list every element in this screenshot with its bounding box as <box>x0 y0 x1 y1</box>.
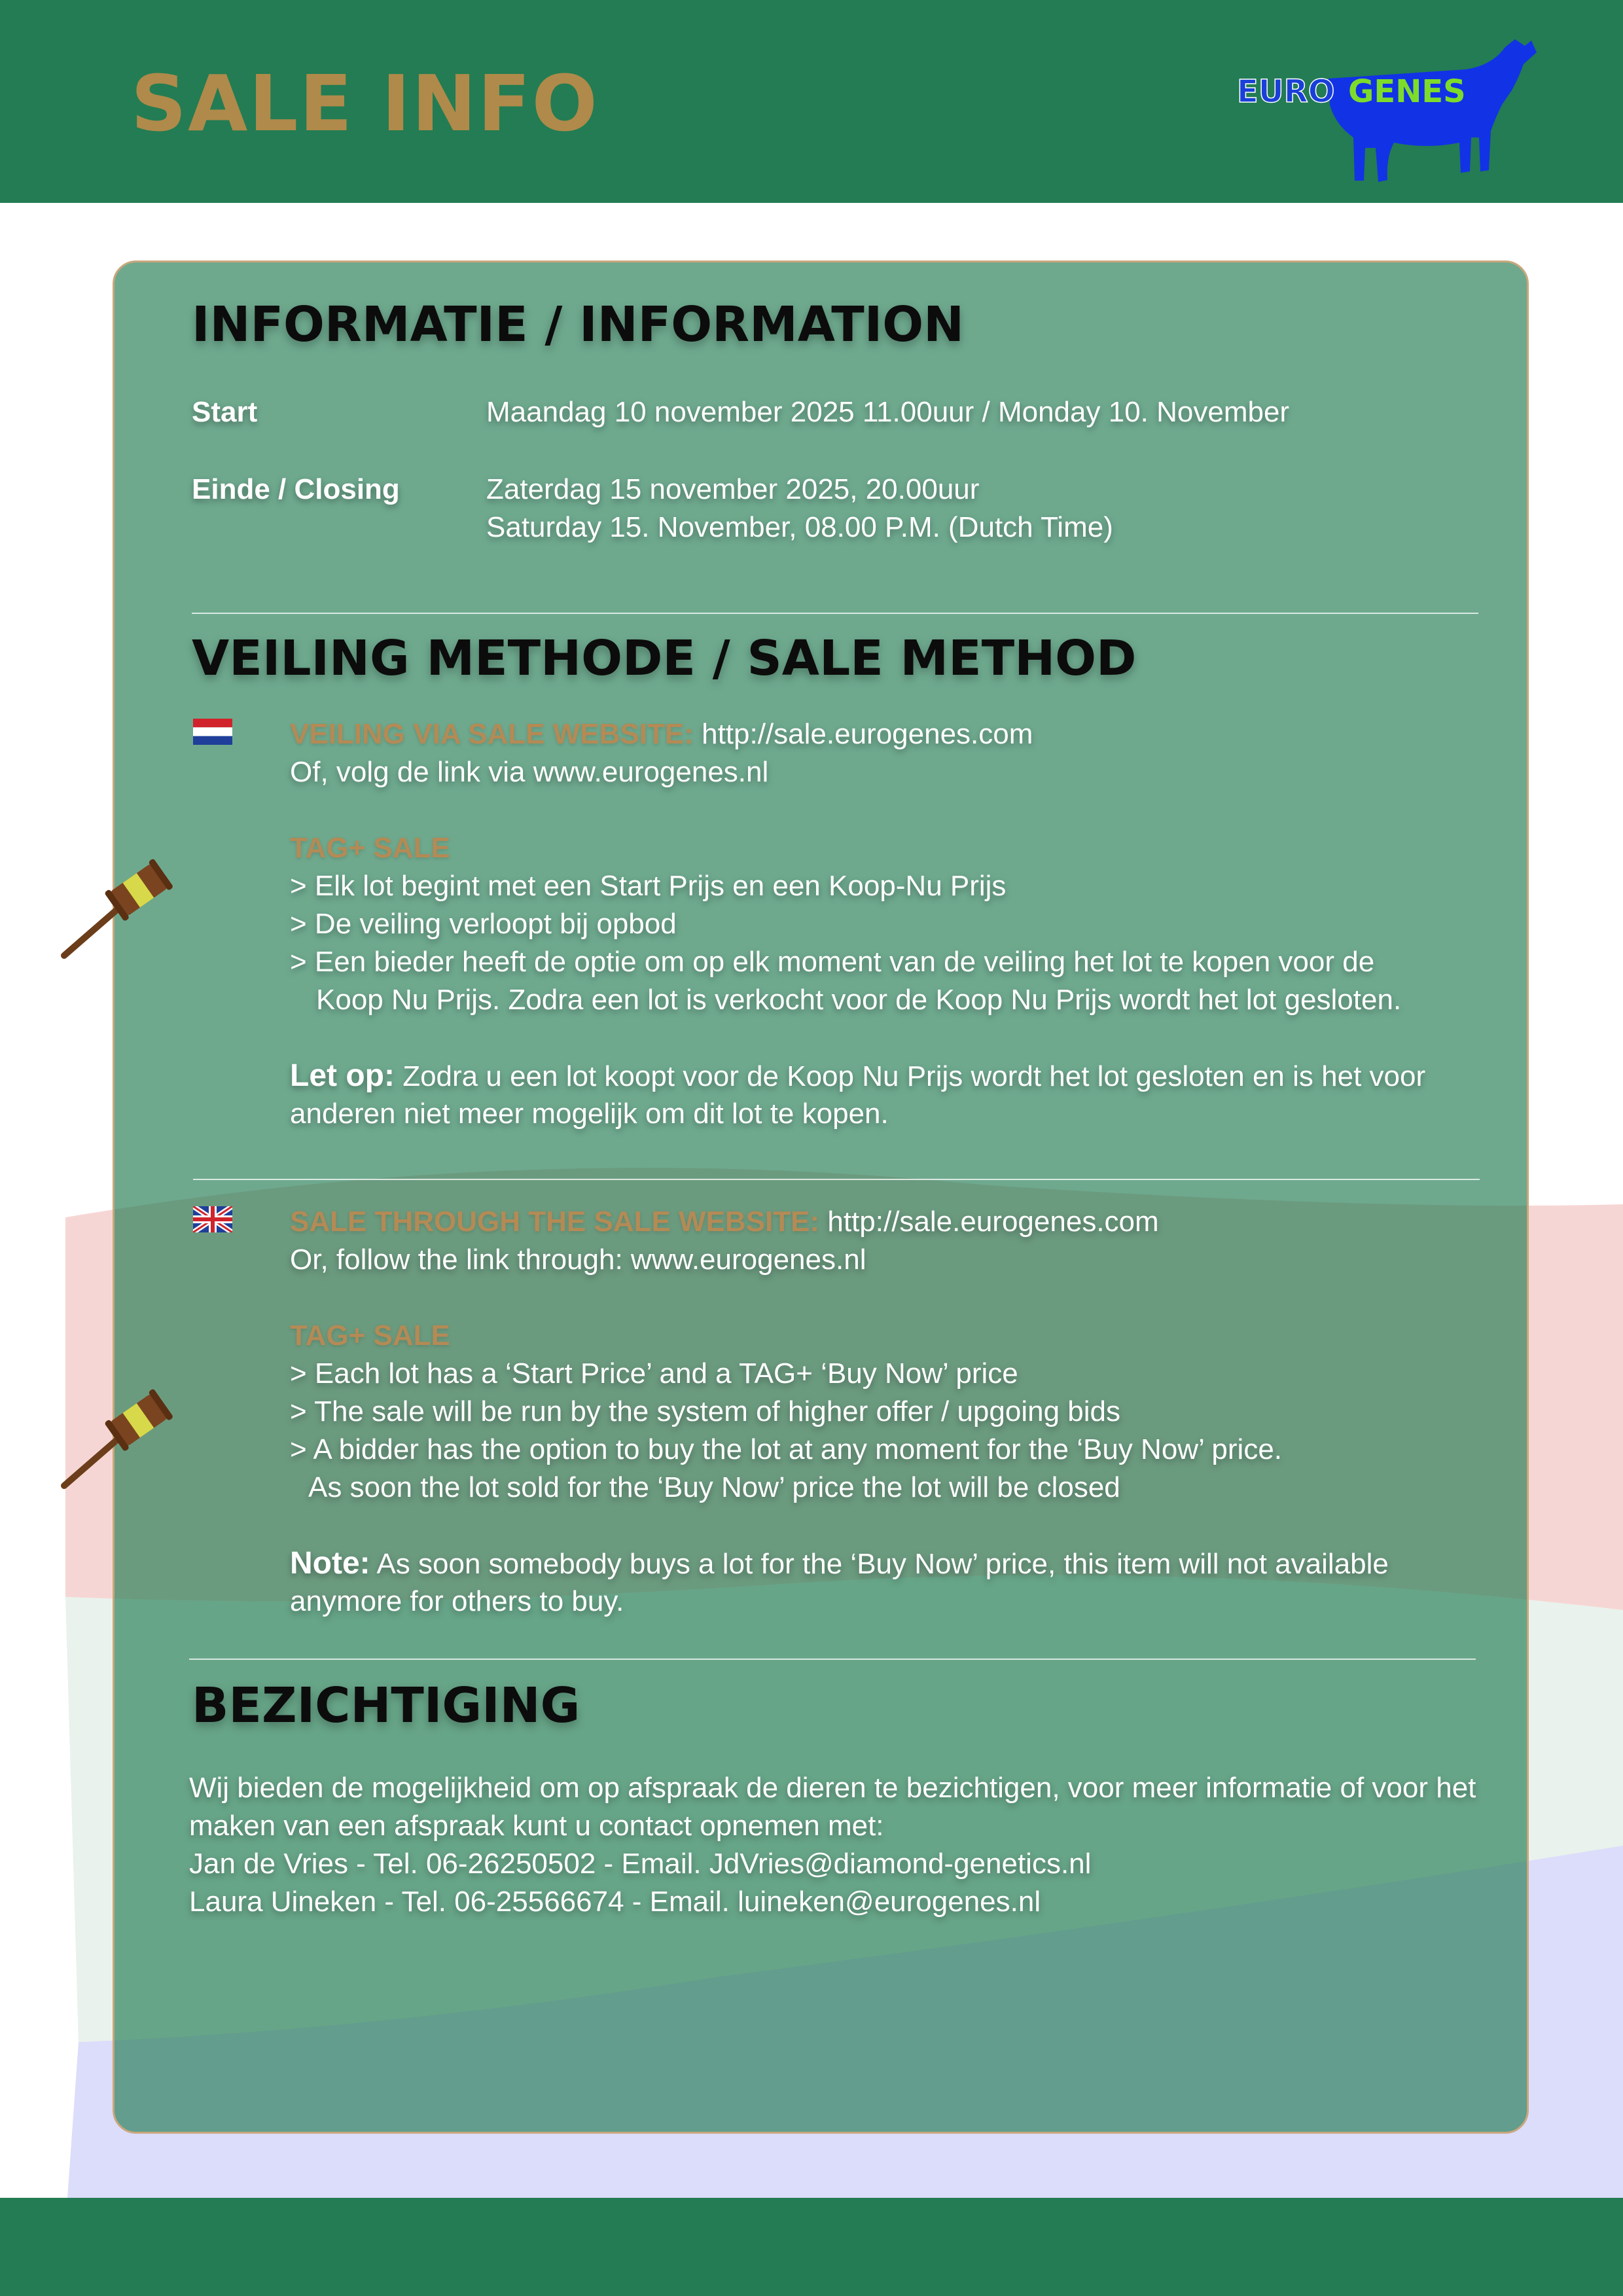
nl-website-line <box>290 715 1033 753</box>
cow-logo-icon <box>1329 39 1537 182</box>
svg-text:GENES: GENES <box>1348 73 1466 110</box>
nl-follow-link: Of, volg de link via www.eurogenes.nl <box>290 756 769 788</box>
sale-method-heading: VEILING METHODE / SALE METHOD <box>192 630 1137 687</box>
en-tag-heading: TAG+ SALE <box>290 1319 450 1352</box>
header-band <box>0 0 1623 203</box>
nl-note-label: Let op: <box>290 1058 395 1093</box>
en-follow-link: Or, follow the link through: www.eurogenes.nl <box>290 1244 866 1276</box>
closing-value-nl: Zaterdag 15 november 2025, 20.00uur <box>486 473 980 505</box>
en-website-url[interactable]: http://sale.eurogenes.com <box>827 1206 1159 1238</box>
viewing-line-2: maken van een afspraak kunt u contact opnemen met: <box>189 1810 884 1842</box>
nl-bullet-1: > Elk lot begint met een Start Prijs en een Koop-Nu Prijs <box>290 870 1007 902</box>
start-label: Start <box>192 396 258 428</box>
svg-text:EURO: EURO <box>1237 73 1335 110</box>
info-panel <box>113 260 1529 2134</box>
nl-note-line-2: anderen niet meer mogelijk om dit lot te kopen. <box>290 1098 889 1130</box>
en-bullet-3-cont: As soon the lot sold for the ‘Buy Now’ price the lot will be closed <box>308 1471 1120 1503</box>
viewing-heading: BEZICHTIGING <box>192 1677 580 1734</box>
nl-website-url[interactable]: http://sale.eurogenes.com <box>702 718 1033 750</box>
eurogenes-logo <box>1230 33 1538 190</box>
en-bullet-2: > The sale will be run by the system of higher offer / upgoing bids <box>290 1395 1120 1427</box>
nl-bullet-3-cont: Koop Nu Prijs. Zodra een lot is verkocht voor de Koop Nu Prijs wordt het lot gesloten. <box>316 984 1402 1016</box>
netherlands-flag-icon <box>193 719 232 745</box>
divider <box>192 613 1478 614</box>
nl-note-line-1 <box>290 1057 1425 1096</box>
divider <box>189 1659 1476 1660</box>
en-website-line <box>290 1203 1159 1241</box>
information-heading: INFORMATIE / INFORMATION <box>192 296 965 353</box>
contact-laura-uineken: Laura Uineken - Tel. 06-25566674 - Email. luineken@eurogenes.nl <box>189 1886 1041 1918</box>
closing-label: Einde / Closing <box>192 473 400 505</box>
en-bullet-1: > Each lot has a ‘Start Price’ and a TAG+ ‘Buy Now’ price <box>290 1357 1018 1390</box>
start-value: Maandag 10 november 2025 11.00uur / Monday 10. November <box>486 396 1290 428</box>
gavel-icon <box>46 851 177 969</box>
page-title: SALE INFO <box>131 58 599 149</box>
uk-flag-icon <box>193 1206 232 1232</box>
footer-band <box>0 2198 1623 2296</box>
en-note-text: As soon somebody buys a lot for the ‘Buy Now’ price, this item will not available <box>376 1548 1389 1580</box>
en-note-line-2: anymore for others to buy. <box>290 1585 624 1617</box>
nl-website-heading: VEILING VIA SALE WEBSITE: <box>290 718 694 750</box>
nl-bullet-2: > De veiling verloopt bij opbod <box>290 908 677 940</box>
nl-bullet-3: > Een bieder heeft de optie om op elk moment van de veiling het lot te kopen voor de <box>290 946 1375 978</box>
en-note-line-1 <box>290 1545 1389 1583</box>
nl-tag-heading: TAG+ SALE <box>290 832 450 864</box>
en-bullet-3: > A bidder has the option to buy the lot at any moment for the ‘Buy Now’ price. <box>290 1433 1283 1465</box>
en-note-label: Note: <box>290 1546 370 1581</box>
gavel-icon <box>46 1381 177 1499</box>
nl-note-text: Zodra u een lot koopt voor de Koop Nu Prijs wordt het lot gesloten en is het voor <box>402 1060 1426 1092</box>
viewing-line-1: Wij bieden de mogelijkheid om op afspraak de dieren te bezichtigen, voor meer informatie of voor het <box>189 1772 1476 1804</box>
divider <box>193 1179 1480 1180</box>
en-website-heading: SALE THROUGH THE SALE WEBSITE: <box>290 1206 820 1238</box>
contact-jan-de-vries: Jan de Vries - Tel. 06-26250502 - Email. JdVries@diamond-genetics.nl <box>189 1848 1092 1880</box>
closing-value-en: Saturday 15. November, 08.00 P.M. (Dutch Time) <box>486 511 1113 543</box>
